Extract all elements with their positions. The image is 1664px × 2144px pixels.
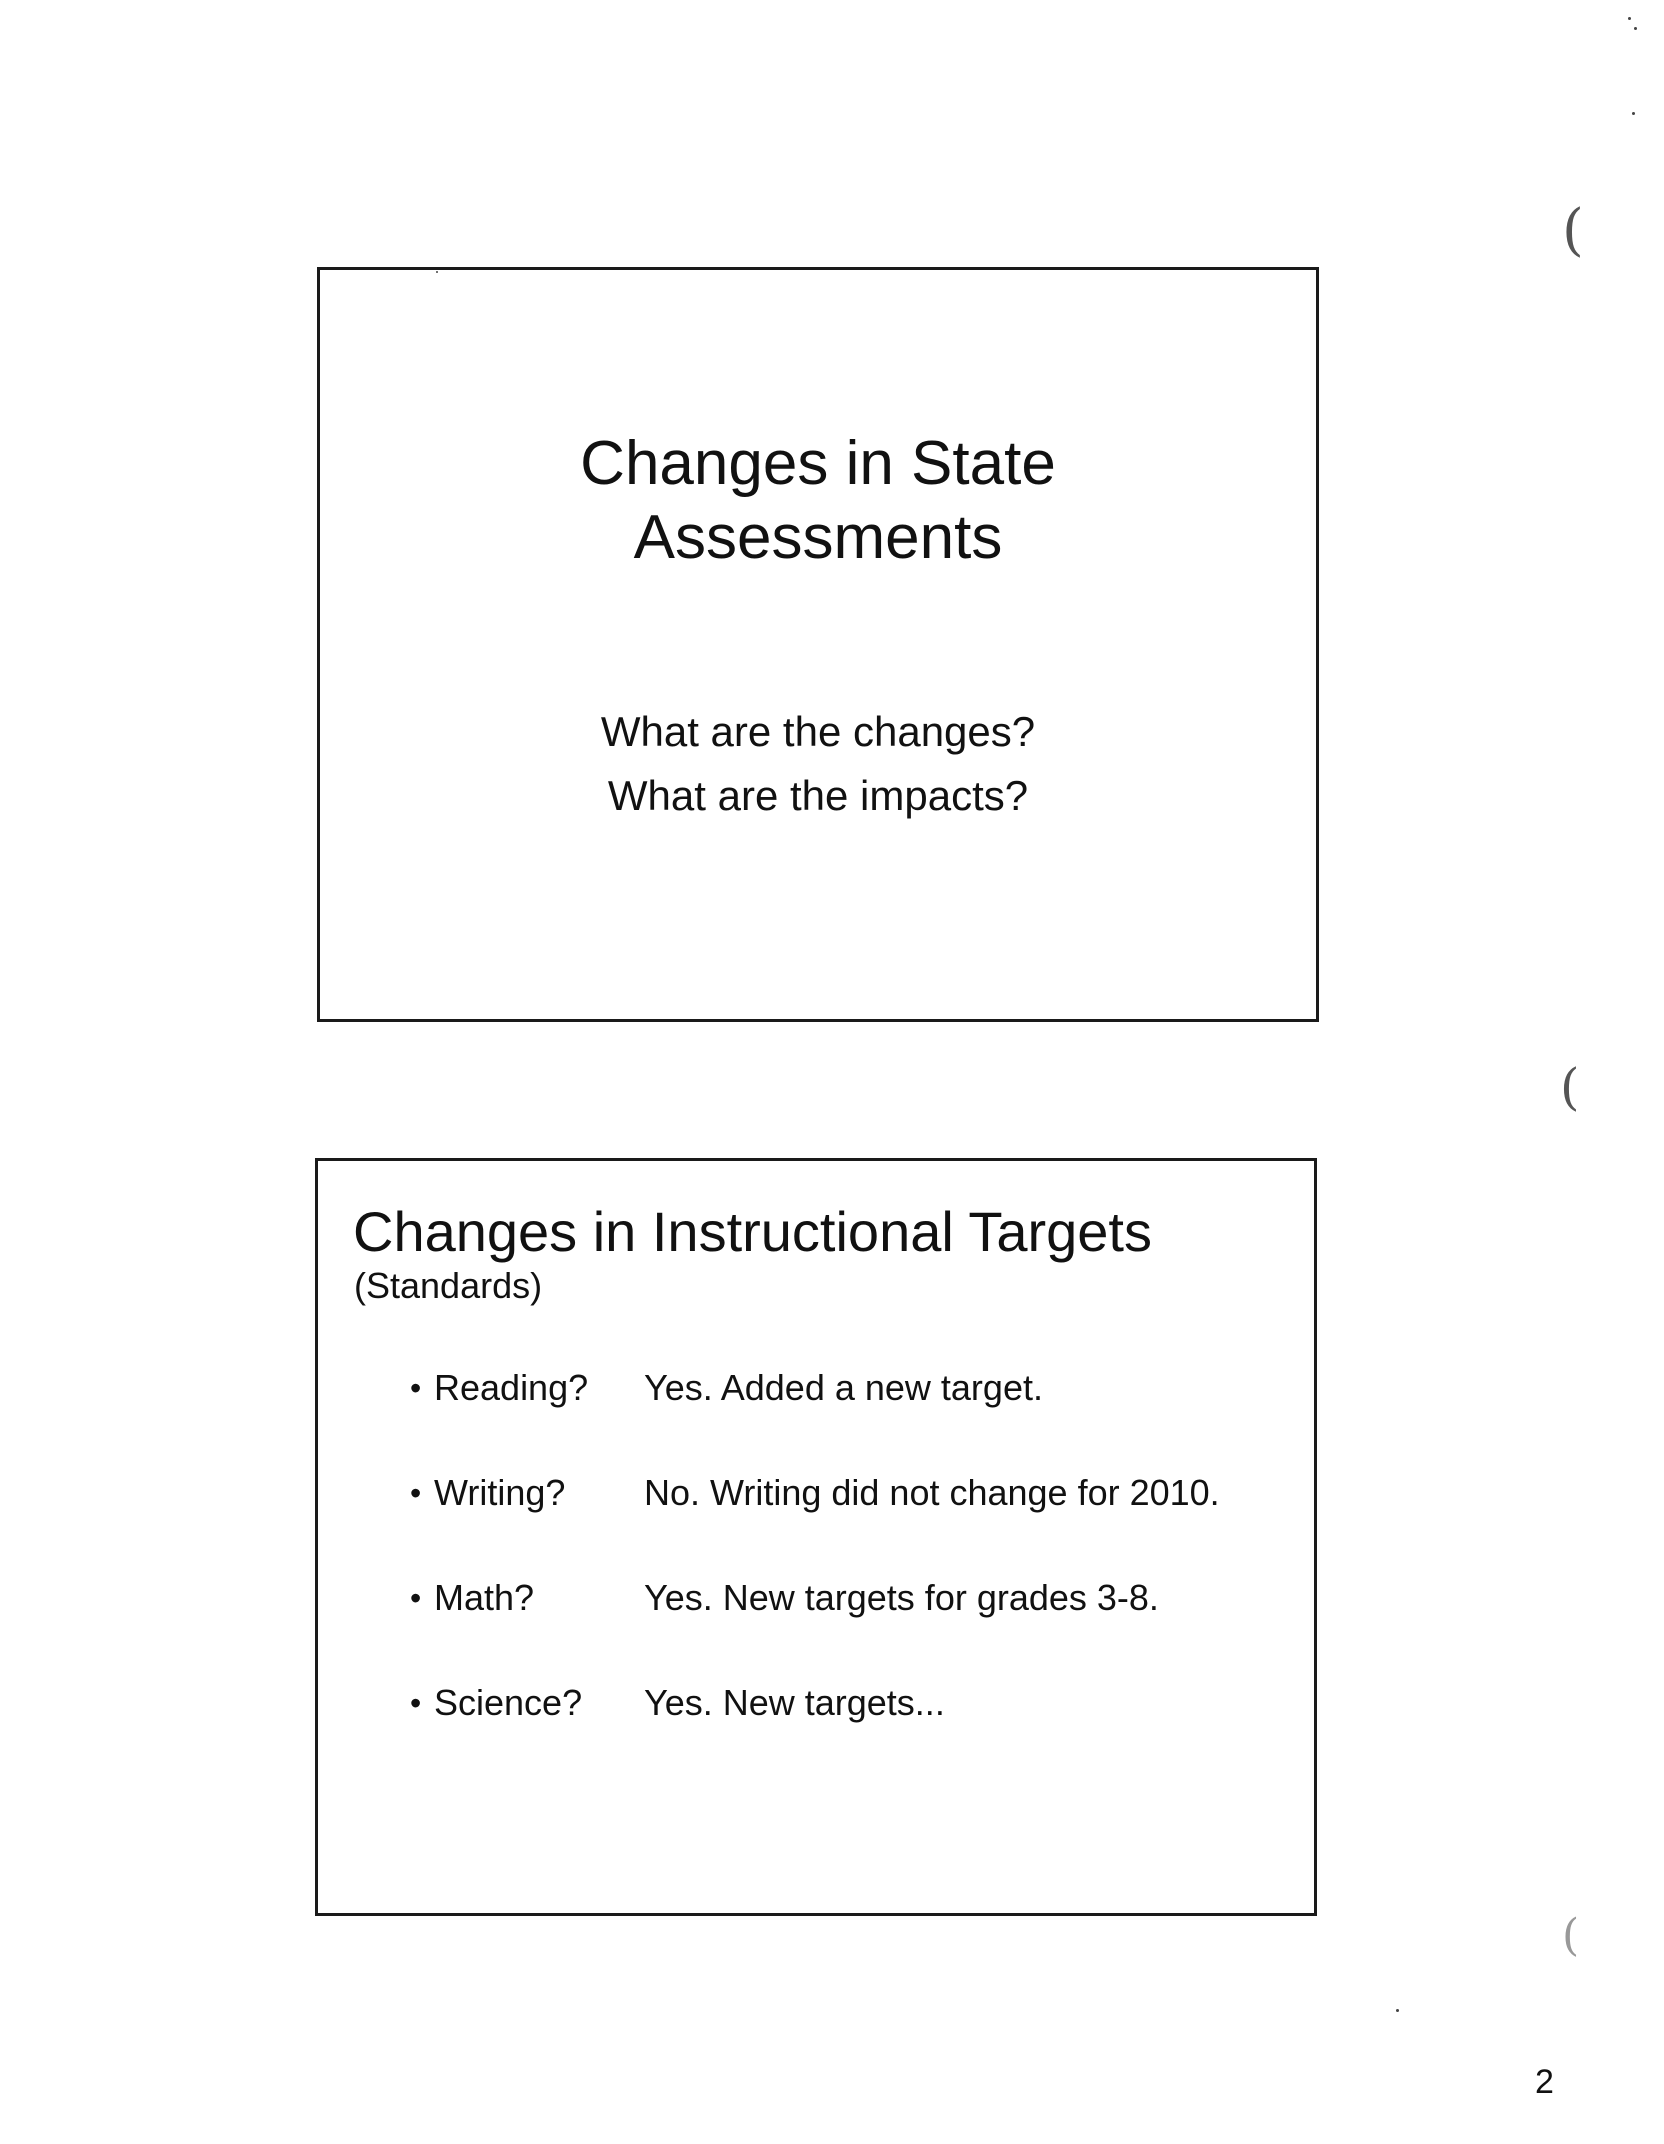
bullet-icon: •	[410, 1370, 422, 1406]
bullet-icon: •	[410, 1685, 422, 1721]
bullet-answer: Yes. Added a new target.	[644, 1367, 1043, 1408]
bullet-answer: Yes. New targets for grades 3-8.	[644, 1577, 1159, 1618]
slide-2-subtitle: (Standards)	[354, 1265, 543, 1306]
bullet-answer: Yes. New targets...	[644, 1682, 945, 1723]
slide-2-instructional-targets	[315, 1158, 1317, 1916]
page-number: 2	[1535, 2063, 1554, 2101]
slide-2-title: Changes in Instructional Targets	[353, 1200, 1152, 1263]
scan-speck	[436, 271, 438, 273]
slide-1-title-line-2: Assessments	[633, 503, 1003, 572]
slide-1-title-slide	[317, 267, 1319, 1022]
scan-speck	[1632, 112, 1635, 115]
bullet-icon: •	[410, 1475, 422, 1511]
bullet-item-writing	[410, 1471, 1220, 1576]
bullet-item-science	[410, 1681, 1220, 1786]
bullet-subject: Science?	[434, 1682, 583, 1723]
bullet-list	[410, 1366, 1220, 1786]
bullet-subject: Math?	[434, 1577, 535, 1618]
binder-hole-mark-icon: (	[1560, 1058, 1580, 1116]
bullet-subject: Reading?	[434, 1367, 589, 1408]
bullet-item-reading	[410, 1366, 1220, 1471]
slide-1-subtitle-line-1: What are the changes?	[600, 708, 1036, 755]
binder-hole-mark-icon: (	[1562, 198, 1584, 263]
bullet-item-math	[410, 1576, 1220, 1681]
slide-1-title-line-1: Changes in State	[580, 429, 1056, 498]
bullet-subject: Writing?	[434, 1472, 566, 1513]
bullet-icon: •	[410, 1580, 422, 1616]
bullet-answer: No. Writing did not change for 2010.	[644, 1472, 1220, 1513]
scan-speck	[1628, 17, 1631, 20]
slide-1-title	[320, 427, 1316, 575]
slide-1-subtitle	[320, 700, 1316, 828]
binder-hole-mark-icon: (	[1562, 1910, 1580, 1961]
slide-1-subtitle-line-2: What are the impacts?	[607, 772, 1029, 819]
scan-speck	[1634, 27, 1637, 30]
scan-speck	[1396, 2009, 1399, 2012]
